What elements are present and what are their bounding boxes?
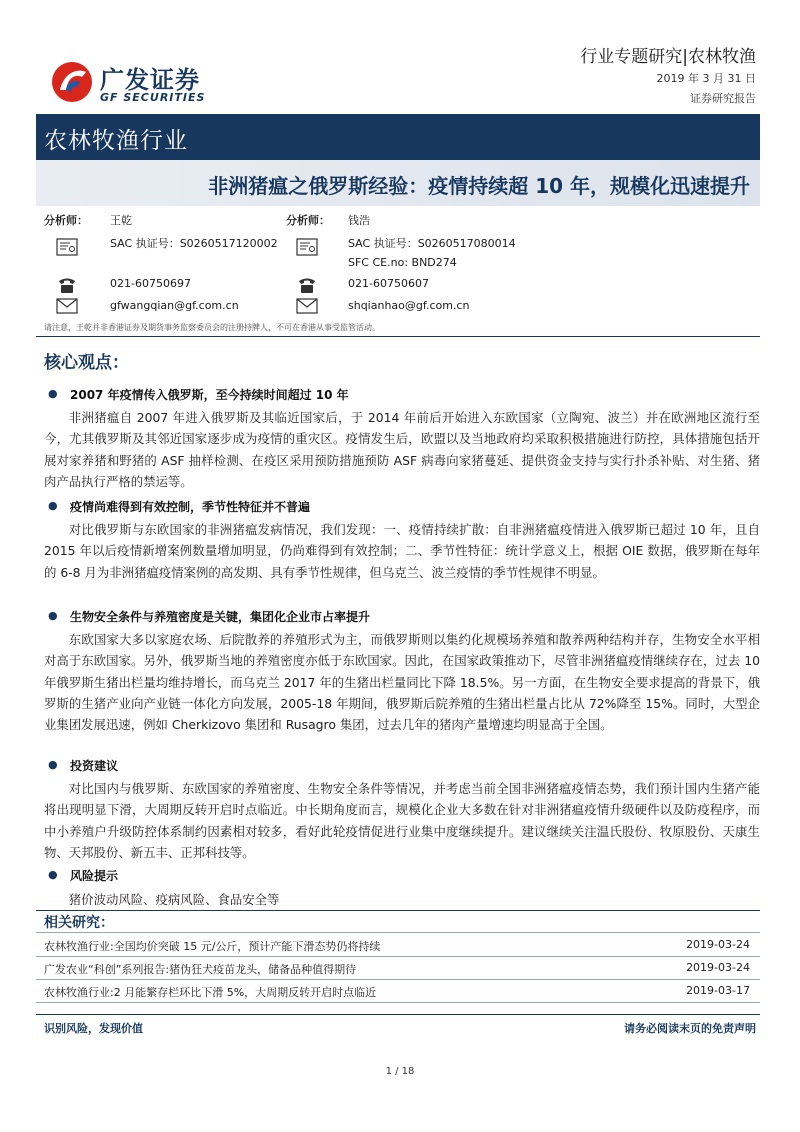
headline-banner [36,160,760,206]
section-5-body: 猪价波动风险、疫病风险、食品安全等 [68,892,280,907]
phone-icon [296,276,318,294]
sector-banner [36,114,760,160]
report-type: 行业专题研究|农林牧渔 [580,47,756,67]
page-number: 1 / 18 [385,1066,415,1077]
analyst-1-sac: SAC 执证号：S0260517120002 [110,237,278,250]
sector-title: 农林牧渔行业 [44,128,188,154]
bullet-icon: ● [48,609,58,622]
section-3-body: 东欧国家大多以家庭农场、后院散养的养殖形式为主，而俄罗斯则以集约化规模场养殖和散养两种结构并存，生物安全水平相对高于东欧国家。另外，俄罗斯当地的养殖密度亦低于东欧国家。因此，在国家政策推动下，尽管非洲猪瘟疫情继续存在，过去 10 年俄罗斯生猪出栏量均维持增长，而乌克兰 2017 年的生猪出栏量同比下降 18.5%。另一方面，在生物安全要求提高的背景下，俄罗斯的生猪产业向产业链一体化方向发展，2005-18 年期间，俄罗斯后院养殖的生猪出栏量占比从 72%降至 15%。同时，大型企业集团发展迅速，例如 Cherkizovo 集团和 Rusagro 集团，过去几年的猪肉产量增速均明显高于全国。 [44,632,760,733]
section-1-body: 非洲猪瘟自 2007 年进入俄罗斯及其临近国家后，于 2014 年前后开始进入东欧国家（立陶宛、波兰）并在欧洲地区流行至今，尤其俄罗斯及其邻近国家逐步成为疫情的重灾区。疫情发生后，欧盟以及当地政府均采取积极措施进行防控，具体措施包括开展对家养猪和野猪的 ASF 抽样检测、在疫区采用预防措施预防 ASF 病毒向家猪蔓延、提供资金支持与实行扑杀补贴、对生猪、猪肉产品执行严格的禁运等。 [44,410,760,489]
related-item[interactable] [44,984,750,1000]
bullet-icon: ● [48,758,58,771]
logo-text-en: GF SECURITIES [100,91,206,104]
phone-icon [56,276,78,294]
related-title: 相关研究： [44,915,114,931]
divider [36,1014,760,1015]
section-2-body: 对比俄罗斯与东欧国家的非洲猪瘟发病情况，我们发现：一、疫情持续扩散：自非洲猪瘟疫情进入俄罗斯已超过 10 年，且自 2015 年以后疫情新增案例数量增加明显，仍尚难得到有效控制；二、季节性特征：统计学意义上，根据 OIE 数据，俄罗斯在每年的 6-8 月为非洲猪瘟疫情案例的高发期、具有季节性规律，但乌克兰、波兰疫情的季节性规律不明显。 [44,522,760,580]
analyst-1-email[interactable]: gfwangqian@gf.com.cn [110,299,239,312]
footer-slogan: 识别风险，发现价值 [44,1022,143,1035]
related-item-date: 2019-03-24 [686,938,750,951]
bullet-icon: ● [48,499,58,512]
analyst-2-sac: SAC 执证号：S0260517080014 [348,237,516,250]
analyst-2-email[interactable]: shqianhao@gf.com.cn [348,299,470,312]
bullet-icon: ● [48,868,58,881]
certificate-icon [296,238,318,256]
section-4-body: 对比国内与俄罗斯、东欧国家的养殖密度、生物安全条件等情况，并考虑当前全国非洲猪瘟疫情态势，我们预计国内生猪产能将出现明显下滑，大周期反转开启时点临近。中长期角度而言，规模化企业大多数在针对非洲猪瘟疫情升级硬件以及防疫程序，而中小养殖户升级防控体系制约因素相对较多，看好此轮疫情促进行业集中度继续提升。建议继续关注温氏股份、牧原股份、天康生物、天邦股份、新五丰、正邦科技等。 [44,781,760,860]
report-date: 2019 年 3 月 31 日 [656,72,756,85]
analyst-1-label: 分析师： [44,214,88,227]
section-4-head: 投资建议 [70,759,119,773]
company-logo [50,58,220,106]
analyst-1-name: 王乾 [110,214,132,227]
report-kind: 证券研究报告 [690,92,756,105]
footer-disclaimer: 请务必阅读末页的免责声明 [624,1022,756,1035]
related-item[interactable] [44,961,750,977]
analyst-2-label: 分析师： [286,214,330,227]
related-item-title[interactable]: 农林牧渔行业:全国均价突破 15 元/公斤，预计产能下滑态势仍将持续 [44,940,381,953]
analyst-1-phone: 021-60750697 [110,277,191,290]
gf-logo-icon [50,60,94,104]
related-item-title[interactable]: 农林牧渔行业:2 月能繁存栏环比下滑 5%，大周期反转开启时点临近 [44,986,377,999]
analyst-2-sfc: SFC CE.no: BND274 [348,256,457,269]
divider [36,979,760,980]
disclaimer-note: 请注意，王乾并非香港证券及期货事务监察委员会的注册持牌人，不可在香港从事受监管活动。 [44,323,380,332]
analyst-2-name: 钱浩 [348,214,370,227]
divider [36,956,760,957]
email-icon [296,297,318,315]
bullet-icon: ● [48,387,58,400]
section-1-head: 2007 年疫情传入俄罗斯，至今持续时间超过 10 年 [70,388,349,402]
related-item-date: 2019-03-17 [686,984,750,997]
certificate-icon [56,238,78,256]
core-view-title: 核心观点： [44,353,129,373]
divider [36,932,760,933]
divider [36,1002,760,1003]
related-item-title[interactable]: 广发农业“科创”系列报告:猪伪狂犬疫苗龙头，储备品种值得期待 [44,963,357,976]
headline: 非洲猪瘟之俄罗斯经验：疫情持续超 10 年，规模化迅速提升 [208,174,750,198]
email-icon [56,297,78,315]
section-3-head: 生物安全条件与养殖密度是关键，集团化企业市占率提升 [70,610,371,624]
section-2-head: 疫情尚难得到有效控制，季节性特征并不普遍 [70,500,311,514]
section-5-head: 风险提示 [70,869,119,883]
related-item-date: 2019-03-24 [686,961,750,974]
related-item[interactable] [44,938,750,954]
logo-text-cn: 广发证券 [100,66,200,94]
divider [36,336,760,337]
analyst-2-phone: 021-60750607 [348,277,429,290]
divider [36,910,760,911]
